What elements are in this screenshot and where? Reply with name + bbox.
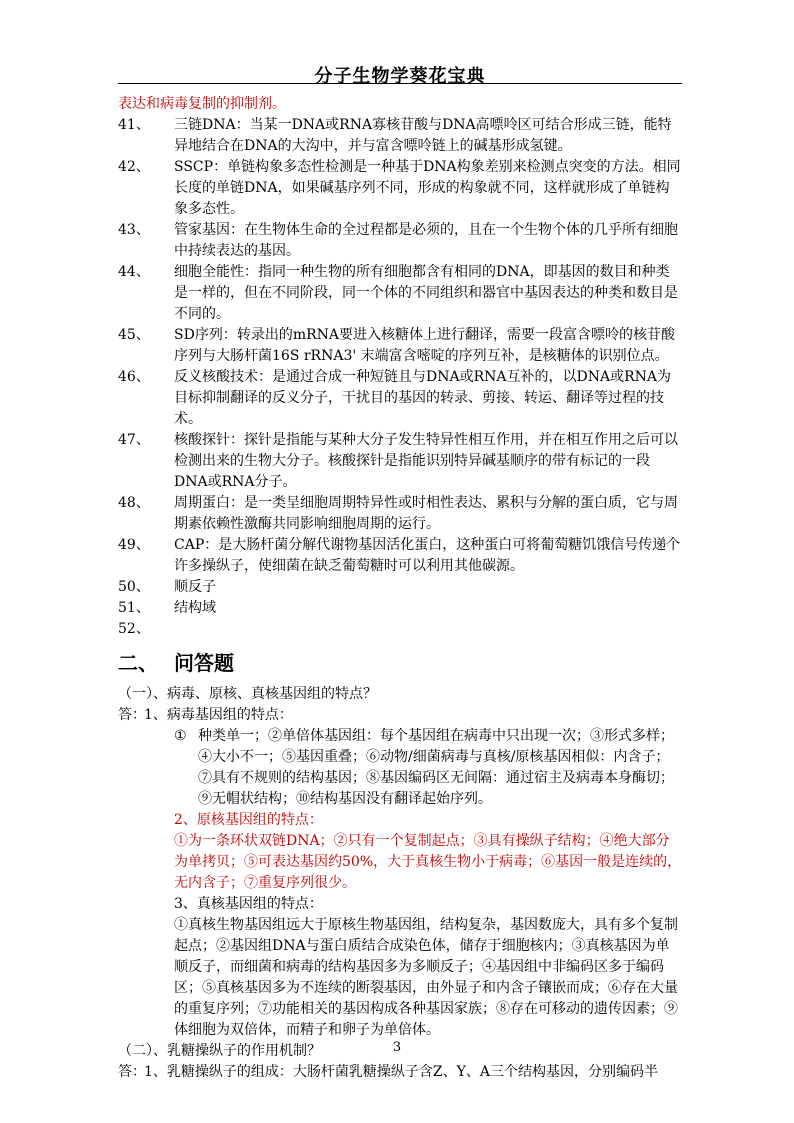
section-heading [118,644,682,682]
term-number: 41、 [118,117,150,133]
term-number: 46、 [118,369,150,385]
term-item [118,115,682,157]
term-text: 顺反子 [174,579,216,595]
term-number: 48、 [118,495,150,511]
term-number: 42、 [118,159,150,175]
term-number: 45、 [118,327,150,343]
eukaryote-genome-title: 3、真核基因组的特点： [174,896,323,912]
term-item [118,220,682,262]
page-number: 3 [392,1040,402,1055]
term-text: 周期蛋白：是一类呈细胞周期特异性或时相性表达、累积与分解的蛋白质，它与周期素依赖性激酶共同影响细胞周期的运行。 [174,495,678,532]
term-item [118,577,682,598]
section-number: 二、 [118,651,158,675]
prokaryote-genome-title: 2、原核基因组的特点： [174,812,323,828]
term-text: 三链DNA：当某一DNA或RNA寡核苷酸与DNA高嘌呤区可结合形成三链，能特异地结合在DNA的大沟中，并与富含嘌呤链上的碱基形成氢键。 [174,117,672,154]
answer-1 [118,705,682,1041]
term-number: 44、 [118,264,150,280]
term-text: SSCP：单链构象多态性检测是一种基于DNA构象差别来检测点突变的方法。相同长度的单链DNA，如果碱基序列不同，形成的构象就不同，这样就形成了单链构象多态性。 [174,159,681,217]
term-text: 反义核酸技术：是通过合成一种短链且与DNA或RNA互补的，以DNA或RNA为目标抑制翻译的反义分子，干扰目的基因的转录、剪接、转运、翻译等过程的技术。 [174,369,671,427]
term-item [118,598,682,619]
term-number: 47、 [118,432,150,448]
term-list [118,115,682,640]
term-text: 核酸探针：探针是指能与某种大分子发生特异性相互作用，并在相互作用之后可以检测出来的生物大分子。核酸探针是指能识别特异碱基顺序的带有标记的一段DNA或RNA分子。 [174,432,678,490]
answer-label: 答： [118,1064,146,1080]
answer-label: 答： [118,707,146,723]
term-text: 管家基因：在生物体生命的全过程都是必须的，且在一个生物个体的几乎所有细胞中持续表达的基因。 [174,222,678,259]
virus-genome-body [144,726,682,810]
term-number: 52、 [118,621,150,637]
term-item [118,535,682,577]
virus-genome-text: 种类单一；②单倍体基因组：每个基因组在病毒中只出现一次；③形式多样；④大小不一；⑤基因重叠；⑥动物/细菌病毒与真核/原核基因相似：内含子；⑦具有不规则的结构基因；⑧基因编码区无间隔：通过宿主及病毒本身酶切；⑨无帽状结构；⑩结构基因没有翻译起始序列。 [198,728,674,807]
term-text: 细胞全能性：指同一种生物的所有细胞都含有相同的DNA，即基因的数目和种类是一样的，但在不同阶段，同一个体的不同组织和器官中基因表达的种类和数目是不同的。 [174,264,678,322]
eukaryote-genome-text: ①真核生物基因组远大于原核生物基因组，结构复杂，基因数庞大，具有多个复制起点；②基因组DNA与蛋白质结合成染色体，储存于细胞核内；③真核基因为单顺反子，而细菌和病毒的结构基因多为多顺反子；④基因组中非编码区多于编码区；⑤真核基因多为不连续的断裂基因，由外显子和内含子镶嵌而成；⑥存在大量的重复序列；⑦功能相关的基因构成各种基因家族；⑧存在可移动的遗传因素；⑨体细胞为双倍体，而精子和卵子为单倍体。 [174,917,678,1038]
term-number: 51、 [118,600,150,616]
question-1: （一）、病毒、原核、真核基因组的特点？ [118,686,377,702]
term-item [118,325,682,367]
section-title: 问答题 [174,651,234,675]
page-header-title: 分子生物学葵花宝典 [314,66,486,87]
lac-operon-text: 1、乳糖操纵子的组成：大肠杆菌乳糖操纵子含Z、Y、A三个结构基因，分别编码半 [144,1064,658,1080]
term-item [118,430,682,493]
circled-marker: ① [174,728,187,744]
term-text: SD序列：转录出的mRNA要进入核糖体上进行翻译，需要一段富含嘌呤的核苷酸序列与大肠杆菌16S rRNA3' 末端富含嘧啶的序列互补，是核糖体的识别位点。 [174,327,675,364]
term-item [118,367,682,430]
page-content [118,94,682,1083]
header-rule [118,83,682,84]
answer-2 [118,1062,682,1083]
continued-line: 表达和病毒复制的抑制剂。 [118,96,286,112]
virus-genome-title: 1、病毒基因组的特点： [144,707,293,723]
term-text: 结构域 [174,600,216,616]
term-item [118,262,682,325]
term-text: CAP：是大肠杆菌分解代谢物基因活化蛋白，这种蛋白可将葡萄糖饥饿信号传递个许多操纵子，使细菌在缺乏葡萄糖时可以利用其他碳源。 [174,537,681,574]
term-number: 49、 [118,537,150,553]
term-number: 43、 [118,222,150,238]
term-item [118,493,682,535]
term-number: 50、 [118,579,150,595]
prokaryote-genome-text: ①为一条环状双链DNA；②只有一个复制起点；③具有操纵子结构；④绝大部分为单拷贝；⑤可表达基因约50%，大于真核生物小于病毒；⑥基因一般是连续的，无内含子；⑦重复序列很少。 [174,833,682,891]
term-item [118,619,682,640]
question-2: （二）、乳糖操纵子的作用机制？ [118,1043,321,1059]
term-item [118,157,682,220]
